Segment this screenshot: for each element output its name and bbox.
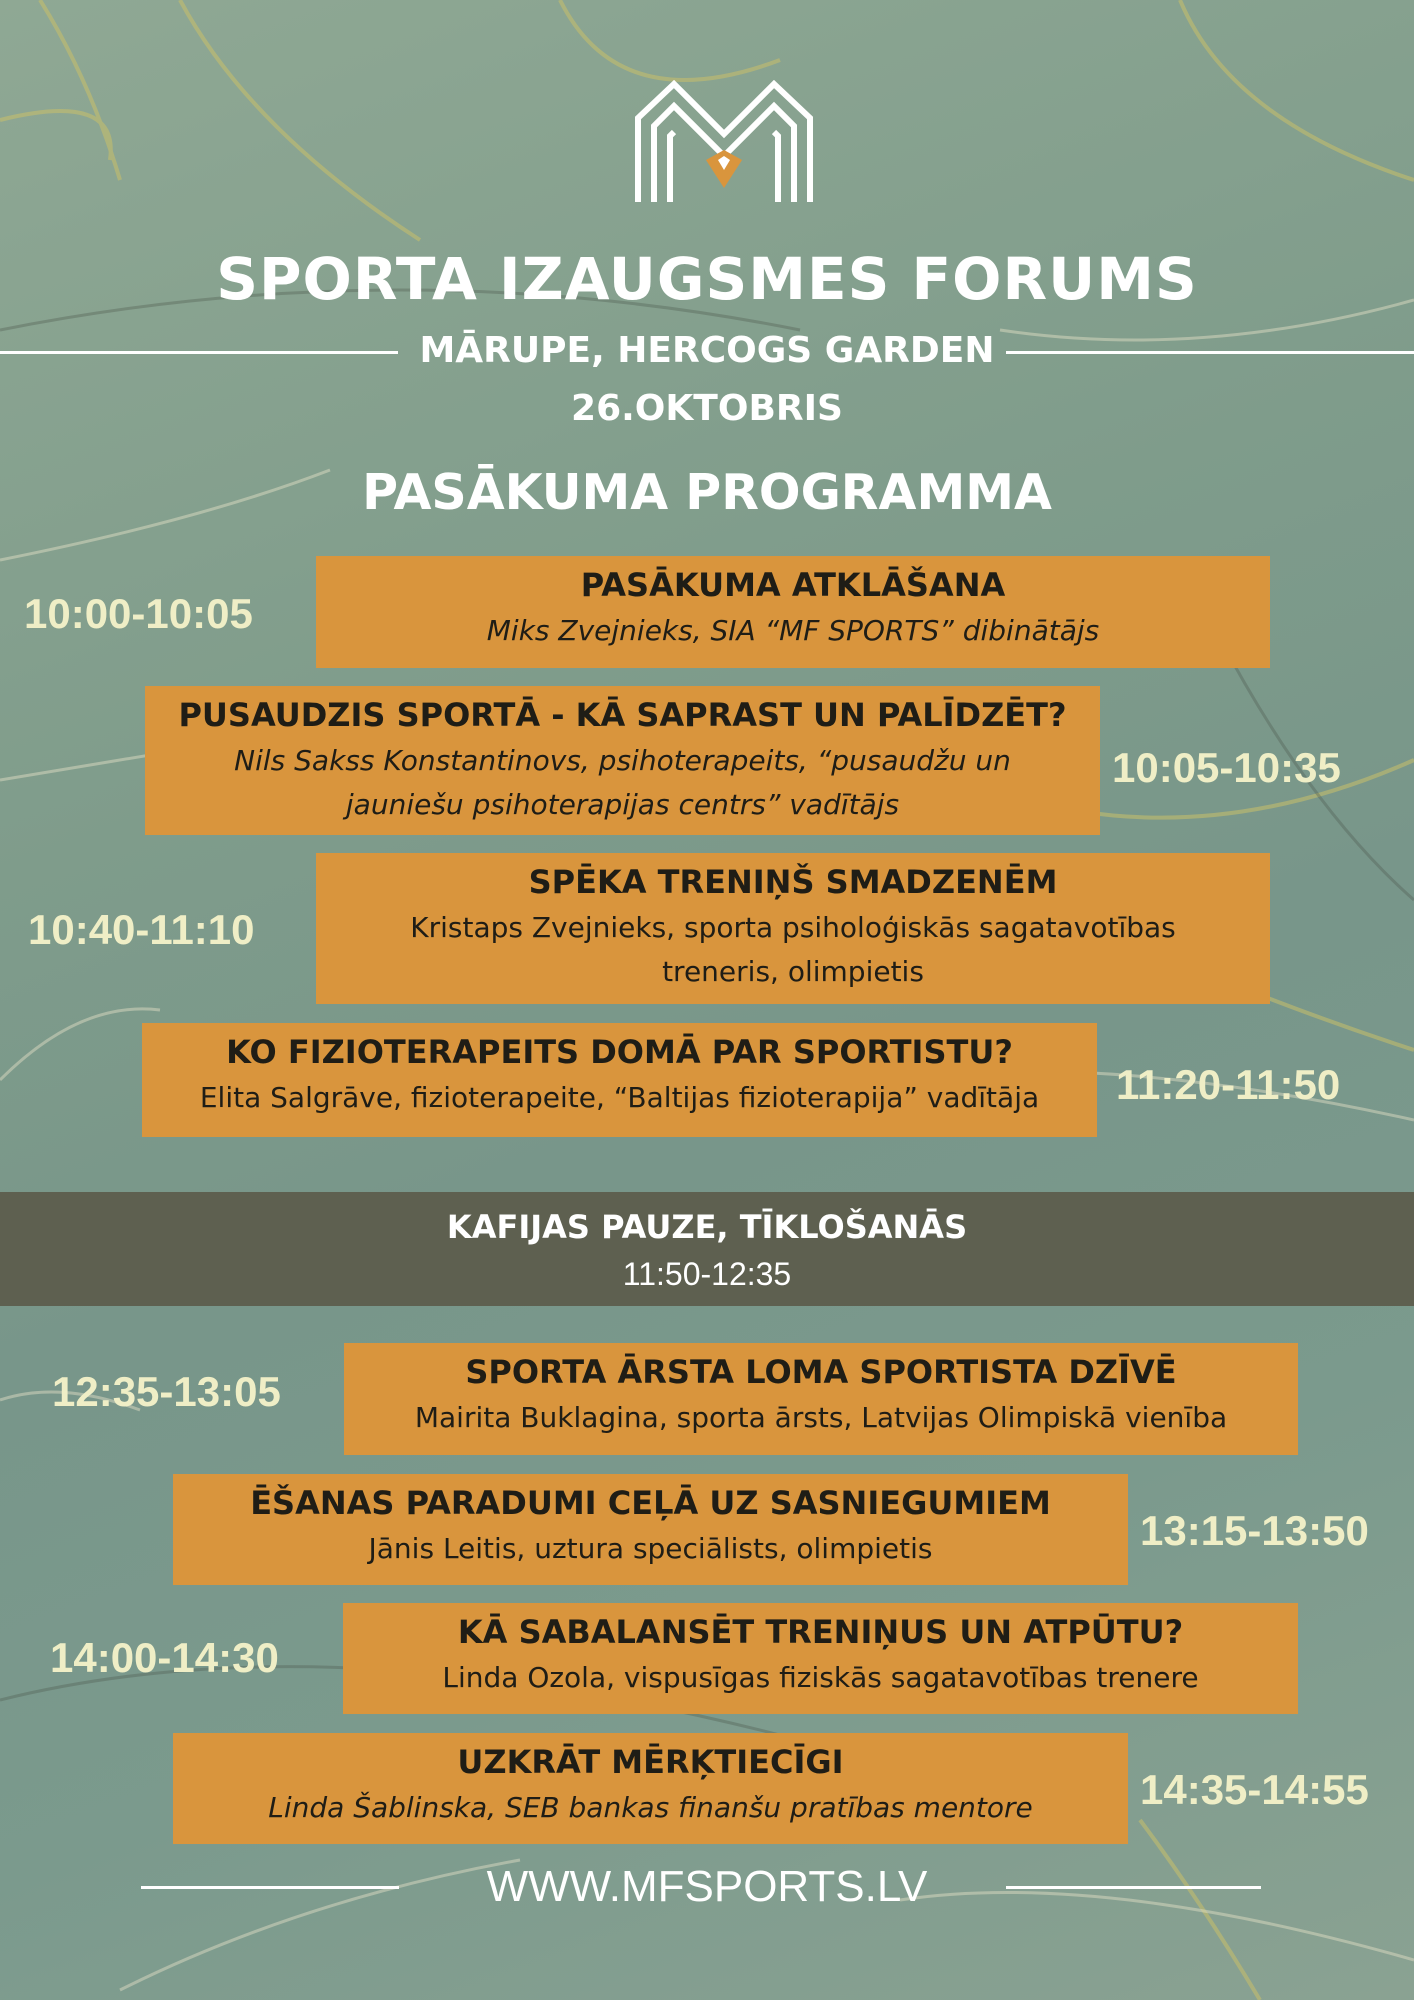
session-speaker-cont: treneris, olimpietis — [662, 955, 924, 988]
session-time: 12:35-13:05 — [52, 1368, 281, 1415]
break-title: KAFIJAS PAUZE, TĪKLOŠANĀS — [446, 1208, 968, 1246]
session-time: 13:15-13:50 — [1140, 1507, 1369, 1554]
session-card — [145, 686, 1100, 835]
session-title: PASĀKUMA ATKLĀŠANA — [580, 566, 1006, 604]
event-date: 26.OKTOBRIS — [571, 388, 843, 429]
session-speaker: Kristaps Zvejnieks, sporta psiholoģiskās sagatavotības — [410, 911, 1176, 944]
footer-divider-right — [1006, 1886, 1261, 1889]
session-time: 10:40-11:10 — [28, 906, 255, 953]
session-title: KO FIZIOTERAPEITS DOMĀ PAR SPORTISTU? — [226, 1033, 1013, 1071]
session-title: PUSAUDZIS SPORTĀ - KĀ SAPRAST UN PALĪDZĒT? — [178, 696, 1067, 734]
session-card — [316, 556, 1270, 668]
session-time: 10:05-10:35 — [1112, 744, 1341, 791]
session-speaker: Nils Sakss Konstantinovs, psihoterapeits, “pusaudžu un — [234, 744, 1011, 777]
session-speaker: Elita Salgrāve, fizioterapeite, “Baltijas fizioterapija” vadītāja — [199, 1081, 1040, 1114]
mf-sports-logo — [634, 80, 814, 204]
session-speaker: Mairita Buklagina, sporta ārsts, Latvijas Olimpiskā vienība — [414, 1401, 1228, 1434]
session-card — [173, 1733, 1128, 1844]
session-title: SPĒKA TRENIŅŠ SMADZENĒM — [528, 863, 1058, 901]
session-title: UZKRĀT MĒRĶTIECĪGI — [457, 1743, 844, 1781]
event-title: SPORTA IZAUGSMES FORUMS — [216, 245, 1198, 313]
website-link[interactable]: WWW.MFSPORTS.LV — [486, 1862, 928, 1911]
session-speaker-cont: jauniešu psihoterapijas centrs” vadītājs — [345, 788, 900, 821]
session-speaker: Miks Zvejnieks, SIA “MF SPORTS” dibinātājs — [486, 614, 1100, 647]
session-title: ĒŠANAS PARADUMI CEĻĀ UZ SASNIEGUMIEM — [250, 1484, 1051, 1522]
program-heading: PASĀKUMA PROGRAMMA — [362, 464, 1052, 521]
session-time: 14:00-14:30 — [50, 1634, 279, 1681]
session-time: 11:20-11:50 — [1116, 1061, 1341, 1108]
session-card — [316, 853, 1270, 1004]
session-card — [344, 1343, 1298, 1455]
break-time: 11:50-12:35 — [622, 1256, 792, 1292]
session-speaker: Jānis Leitis, uztura speciālists, olimpietis — [368, 1532, 933, 1565]
session-title: KĀ SABALANSĒT TRENIŅUS UN ATPŪTU? — [457, 1613, 1184, 1651]
session-card — [343, 1603, 1298, 1714]
divider-right — [1006, 351, 1414, 354]
session-speaker: Linda Ozola, vispusīgas fiziskās sagatavotības trenere — [442, 1661, 1199, 1694]
session-time: 14:35-14:55 — [1140, 1766, 1369, 1813]
session-speaker: Linda Šablinska, SEB bankas finanšu pratības mentore — [268, 1791, 1033, 1824]
session-card — [173, 1474, 1128, 1585]
session-time: 10:00-10:05 — [24, 590, 253, 637]
session-title: SPORTA ĀRSTA LOMA SPORTISTA DZĪVĒ — [465, 1353, 1177, 1391]
event-location: MĀRUPE, HERCOGS GARDEN — [419, 330, 995, 371]
coffee-break-band — [0, 1192, 1414, 1306]
session-card — [142, 1023, 1097, 1137]
